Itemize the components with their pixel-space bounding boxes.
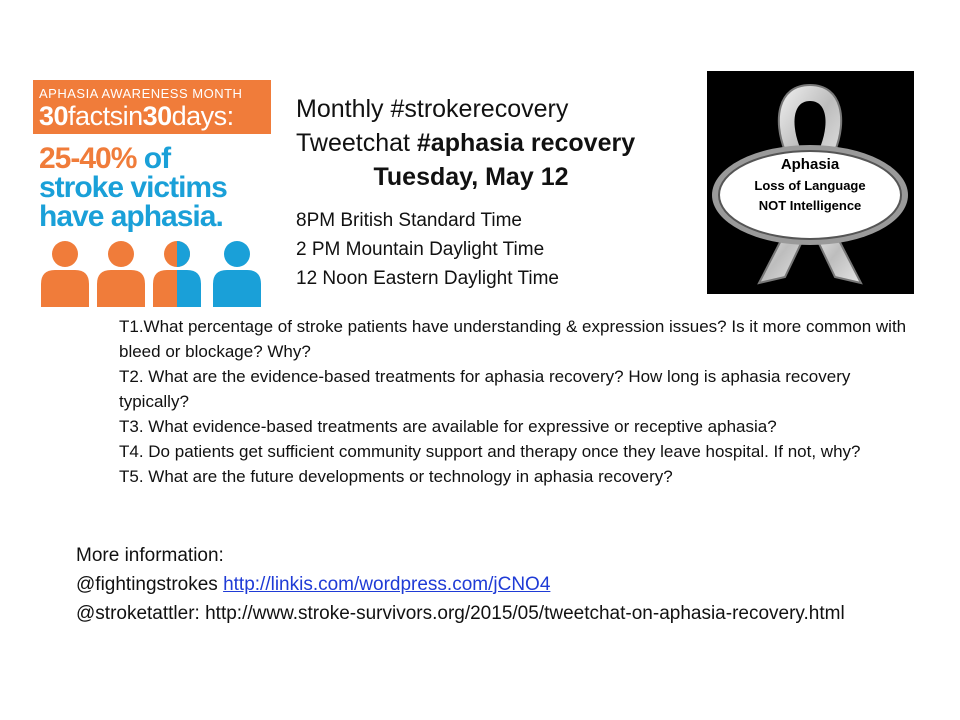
event-date: Tuesday, May 12	[373, 163, 569, 191]
topic-2: T2. What are the evidence-based treatments for aphasia recovery? How long is aphasia recovery typically?	[119, 367, 851, 411]
time-british: 8PM British Standard Time	[296, 210, 522, 231]
topic-5: T5. What are the future developments or technology in aphasia recovery?	[119, 467, 673, 486]
info-line-2: @stroketattler: http://www.stroke-survivors.org/2015/05/tweetchat-on-aphasia-recovery.html	[76, 603, 845, 624]
people-icon	[37, 240, 271, 307]
awareness-month-label: APHASIA AWARENESS MONTH	[39, 86, 243, 101]
facts-label: 30factsin30days:	[39, 101, 234, 131]
headline-line-1: Monthly #strokerecovery	[296, 95, 569, 123]
topic-3: T3. What evidence-based treatments are available for expressive or receptive aphasia?	[119, 417, 777, 436]
ribbon-icon	[707, 71, 914, 294]
awareness-banner	[33, 80, 271, 134]
info-heading: More information:	[76, 545, 224, 566]
linkis-link[interactable]: http://linkis.com/wordpress.com/jCNO4	[223, 574, 551, 595]
more-information	[76, 541, 936, 628]
event-times	[296, 206, 696, 293]
topic-4: T4. Do patients get sufficient community support and therapy once they leave hospital. If not, why?	[119, 442, 861, 461]
headline-line-2: Tweetchat #aphasia recovery	[296, 129, 636, 157]
fact-line-2: stroke victims	[39, 171, 227, 204]
aphasia-ribbon-image	[707, 71, 914, 294]
ribbon-title: Aphasia	[780, 156, 840, 173]
fact-line-3: have aphasia.	[39, 200, 223, 233]
aphasia-awareness-graphic	[33, 80, 271, 307]
fact-percent: 25-40%	[39, 142, 137, 175]
info-line-1	[76, 570, 936, 599]
time-mountain: 2 PM Mountain Daylight Time	[296, 239, 545, 260]
topics-list	[119, 314, 909, 489]
topic-1: T1.What percentage of stroke patients have understanding & expression issues? Is it more common with bleed or blockage? Why?	[119, 317, 907, 361]
time-eastern: 12 Noon Eastern Daylight Time	[296, 268, 559, 289]
fightingstrokes-handle: @fightingstrokes	[76, 574, 224, 595]
event-headline	[296, 92, 696, 194]
aphasia-fact: 25-40% of stroke victims have aphasia.	[33, 134, 271, 231]
ribbon-line-1: Loss of Language	[754, 178, 866, 193]
ribbon-line-2: NOT Intelligence	[758, 198, 862, 213]
